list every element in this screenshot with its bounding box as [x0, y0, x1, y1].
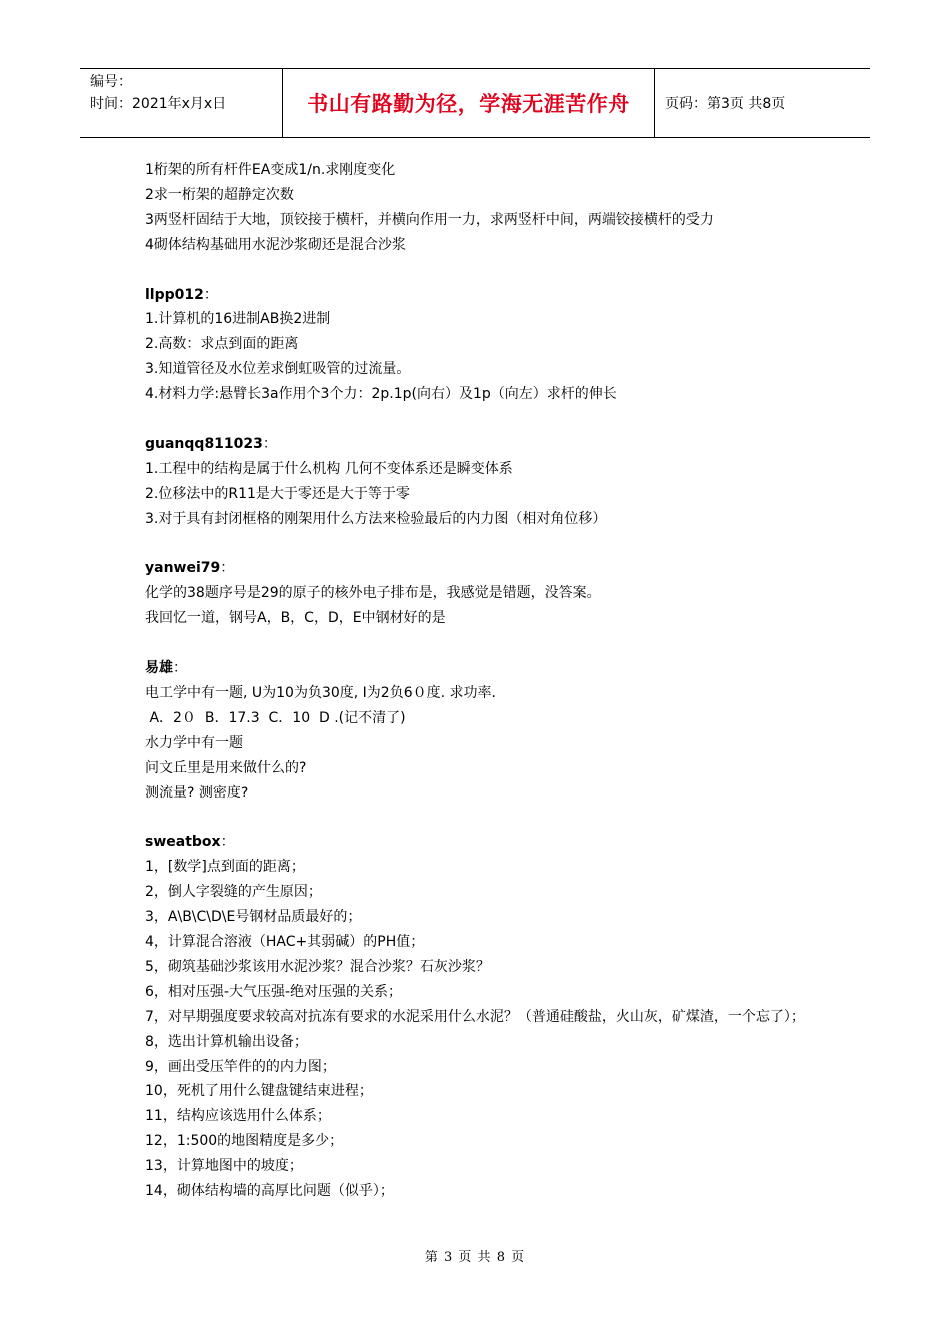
user-section-guanqq811023 [145, 432, 825, 532]
section-heading [145, 432, 825, 457]
answer-options-line: A．2０ B．17.3 C．10 D .(记不清了) [145, 709, 406, 726]
question-line: 化学的38题序号是29的原子的核外电子排布是，我感觉是错题，没答案。 [145, 585, 601, 602]
question-line: 2.高数：求点到面的距离 [145, 336, 299, 353]
page-footer: 第 3 页 共 8 页 [424, 1250, 526, 1265]
username: sweatbox [145, 834, 221, 851]
question-line: 9，画出受压竿件的的内力图； [145, 1058, 336, 1075]
question-line: 10，死机了用什么键盘键结束进程； [145, 1083, 373, 1100]
username: llpp012 [145, 286, 204, 303]
username: guanqq811023 [145, 435, 263, 452]
document-number-label: 编号： [90, 74, 132, 90]
user-section-sweatbox [145, 830, 825, 1204]
user-section-yanwei79 [145, 556, 825, 631]
question-line: 3.对于具有封闭框格的刚架用什么方法来检验最后的内力图（相对角位移） [145, 510, 607, 527]
question-line: 1，[数学]点到面的距离； [145, 859, 305, 876]
heading-colon: ： [203, 286, 218, 303]
header-page-info: 页码：第3页 共8页 [665, 96, 786, 112]
question-line: 1.计算机的16进制AB换2进制 [145, 311, 331, 328]
header-meta [80, 69, 282, 137]
heading-colon: ： [173, 660, 187, 677]
username: yanwei79 [145, 560, 221, 577]
page-header [80, 68, 870, 138]
question-line: 3，A\B\C\D\E号钢材品质最好的； [145, 909, 362, 926]
username: 易雄 [145, 660, 173, 677]
intro-line: 1桁架的所有杆件EA变成1/n.求刚度变化 [145, 162, 396, 178]
question-line: 6，相对压强-大气压强-绝对压强的关系； [145, 983, 403, 1000]
document-body [145, 158, 825, 1204]
question-line: 7，对早期强度要求较高对抗冻有要求的水泥采用什么水泥？（普通硅酸盐，火山灰，矿煤渣，一个忘了）； [145, 1008, 805, 1025]
question-line: 2.位移法中的R11是大于零还是大于等于零 [145, 485, 410, 502]
user-section-llpp012 [145, 283, 825, 408]
question-line: 11，结构应该选用什么体系； [145, 1108, 331, 1125]
section-heading [145, 830, 825, 855]
question-line: 电工学中有一题, U为10为负30度, I为2负6０度. 求功率. [145, 684, 496, 701]
section-heading [145, 656, 825, 681]
question-line: 5，砌筑基础沙浆该用水泥沙浆？混合沙浆？石灰沙浆？ [145, 958, 490, 975]
question-line: 3.知道管径及水位差求倒虹吸管的过流量。 [145, 361, 411, 378]
question-line: 12，1:500的地图精度是多少； [145, 1133, 344, 1150]
intro-line: 3两竖杆固结于大地，顶铰接于横杆，并横向作用一力，求两竖杆中间，两端铰接横杆的受力 [145, 211, 714, 228]
document-date: 时间：2021年x月x日 [90, 96, 227, 112]
question-line: 测流量? 测密度? [145, 784, 249, 801]
intro-block [145, 158, 825, 258]
intro-line: 2求一桁架的超静定次数 [145, 186, 294, 203]
question-line: 2，倒人字裂缝的产生原因； [145, 884, 322, 901]
question-line: 问文丘里是用来做什么的? [145, 759, 307, 776]
question-line: 我回忆一道，钢号A，B，C，D，E中钢材好的是 [145, 610, 446, 627]
section-heading [145, 556, 825, 581]
heading-colon: ： [220, 560, 235, 577]
intro-line: 4砌体结构基础用水泥沙浆砌还是混合沙浆 [145, 236, 406, 253]
question-line: 4，计算混合溶液（HAC+其弱碱）的PH值； [145, 934, 425, 951]
question-line: 14，砌体结构墙的高厚比问题（似乎）； [145, 1183, 394, 1200]
user-section-yixiong [145, 656, 825, 805]
question-line: 4.材料力学:悬臂长3a作用个3个力：2p.1p(向右）及1p（向左）求杆的伸长 [145, 386, 617, 403]
section-heading [145, 283, 825, 308]
heading-colon: ： [220, 834, 235, 851]
header-motto: 书山有路勤为径，学海无涯苦作舟 [282, 69, 655, 137]
question-line: 水力学中有一题 [145, 734, 243, 751]
question-line: 8，选出计算机输出设备； [145, 1033, 308, 1050]
question-line: 1.工程中的结构是属于什么机构 几何不变体系还是瞬变体系 [145, 460, 513, 477]
heading-colon: ： [262, 435, 277, 452]
question-line: 13，计算地图中的坡度； [145, 1158, 303, 1175]
